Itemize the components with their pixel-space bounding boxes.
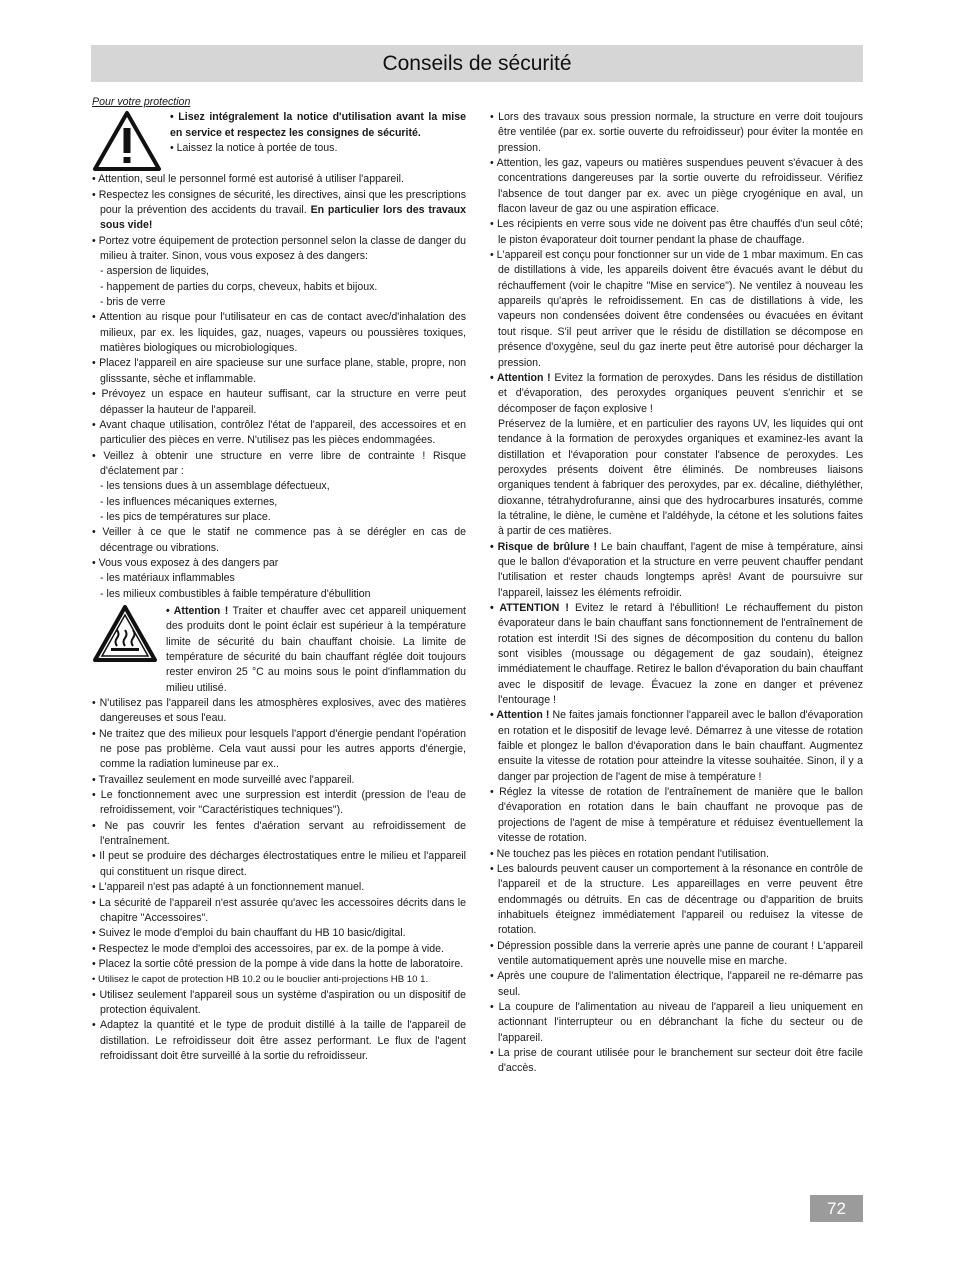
list-item: • Réglez la vitesse de rotation de l'entraînement de manière que le ballon d'évaporation en rotation dans le bain chauffant ne provoque pas de projections de l'agent de mise à température et réduisez éventuellement la vitesse de rotation.: [490, 786, 863, 845]
list-item: • Placez l'appareil en aire spacieuse sur une surface plane, stable, propre, non glisssante, sèche et inflammable.: [92, 357, 466, 385]
list-item: • Lors des travaux sous pression normale, la structure en verre doit toujours être ventilée (par ex. sortie ouverte du refroidisseur) pour éviter la montée en pression.: [490, 111, 863, 154]
lift-warning: • Attention ! Ne faites jamais fonctionner l'appareil avec le ballon d'évaporation en rotation et le dispositif de levage levé. Démarrez à une vitesse de rotation faible et plongez le ballon d'évaporation dans le bain chauffant. Augmentez ensuite la vitesse de rotation pour atteindre la vitesse souhaitée. Sinon, il y a danger par projection de l'agent de mise à température !: [490, 709, 864, 783]
hot-surface-block: [92, 604, 466, 696]
hot-surface-icon: [92, 604, 158, 664]
intro-heading: Pour votre protection: [92, 96, 191, 108]
list-item: • Attention, les gaz, vapeurs ou matières suspendues peuvent s'évacuer à des concentrations dangereuses par la sortie ouverte du refroidisseur. Vérifiez l'absence de tout danger par ex. avec un piège cryogénique en aval, un flacon laveur de gaz ou une aspiration efficace.: [490, 157, 863, 216]
page-number: 72: [810, 1195, 863, 1222]
list-item: • Utilisez seulement l'appareil sous un système d'aspiration ou un dispositif de protection équivalent.: [92, 988, 466, 1016]
list-item: • Il peut se produire des décharges électrostatiques entre le milieu et l'appareil qui constituent un risque direct.: [92, 850, 466, 878]
list-item: • Les récipients en verre sous vide ne doivent pas être chauffés d'un seul côté; le piston évaporateur doit tourner pendant la phase de chauffage.: [490, 218, 863, 246]
list-item: • Après une coupure de l'alimentation électrique, l'appareil ne re-démarre pas seul.: [490, 970, 863, 998]
list-item: • Respectez les consignes de sécurité, les directives, ainsi que les prescriptions pour la prévention des accidents du travail. En particulier lors des travaux sous vide!: [92, 188, 467, 232]
list-item: • Ne touchez pas les pièces en rotation pendant l'utilisation.: [490, 847, 769, 860]
list-item: • Avant chaque utilisation, contrôlez l'état de l'appareil, des accessoires et en particulier des pièces en verre. N'utilisez pas les pièces endommagées.: [92, 418, 466, 447]
list-item: • Veillez à obtenir une structure en verre libre de contrainte ! Risque d'éclatement par :: [92, 449, 466, 477]
sub-item: - les tensions dues à un assemblage défectueux,: [100, 480, 330, 493]
list-item: • N'utilisez pas l'appareil dans les atmosphères explosives, avec des matières dangereuses et sous l'eau.: [92, 697, 466, 725]
list-item: • La prise de courant utilisée pour le branchement sur secteur doit être facile d'accès.: [490, 1046, 863, 1075]
boiling-warning: • ATTENTION ! Evitez le retard à l'ébullition! Le réchauffement du piston évaporateur dans le bain chauffant sans fonctionnement de l'entraînement de rotation est interdit !Si des signes de décomposition du contenu du ballon sont visibles (moussage ou dégagement de gaz soudain), éteignez immédiatement le chauffage. Retirez le ballon d'évaporation du bain chauffant avec le dispositif de levage. Évacuez la zone en danger et prévenez l'entourage !: [490, 602, 863, 707]
list-item: • Travaillez seulement en mode surveillé avec l'appareil.: [92, 773, 355, 786]
sub-item: - happement de parties du corps, cheveux, habits et bijoux.: [100, 280, 378, 293]
list-item: • Adaptez la quantité et le type de produit distillé à la taille de l'appareil de distillation. Le refroidisseur doit être assez performant. Le flux de l'agent refroidissant doit être surveillé à la sortie du refroidisseur.: [92, 1019, 466, 1062]
list-item: • Prévoyez un espace en hauteur suffisant, car la structure en verre peut dépasser la hauteur de l'appareil.: [92, 388, 466, 416]
list-item: • Veiller à ce que le statif ne commence pas à se dérégler en cas de décentrage ou vibrations.: [92, 526, 466, 554]
list-item: • Vous vous exposez à des dangers par: [92, 556, 279, 569]
list-item: • Placez la sortie côté pression de la pompe à vide dans la hotte de laboratoire.: [92, 957, 464, 970]
sub-item: - bris de verre: [100, 296, 166, 309]
list-item: • L'appareil est conçu pour fonctionner sur un vide de 1 mbar maximum. En cas de distillations à vide, les appareils doivent être évacués avant le début du réchauffement (voir le chapitre "Mise en service"). Ne ventilez à nouveau les appareils qu'après le refroidissement. En cas de distillations à vide, les vapeurs non condensées doivent être condensées ou évacuées en évitant tout risque. S'il peut arriver que le résidu de distillation se décompose en présence d'oxygène, seul du gaz inerte peut être autorisé pour décharger la pression.: [490, 249, 863, 369]
list-item: • Utilisez le capot de protection HB 10.2 ou le bouclier anti-projections HB 10 1.: [92, 974, 429, 986]
heat-warning: • Attention ! Traiter et chauffer avec cet appareil uniquement des produits dont le point éclair est supérieur à la température limite de sécurité du bain chauffant choisie. La limite de température de sécurité du bain chauffant réglée doit toujours rester environ 25 °C au moins sous le point d'inflammation du milieu utilisé.: [166, 604, 466, 694]
list-item: • Respectez le mode d'emploi des accessoires, par ex. de la pompe à vide.: [92, 942, 444, 955]
sub-item: - les matériaux inflammables: [100, 572, 235, 585]
warn-keep: • Laissez la notice à portée de tous.: [170, 142, 338, 155]
list-item: • Attention au risque pour l'utilisateur en cas de contact avec/d'inhalation des milieux, par ex. les liquides, gaz, nuages, vapeurs ou poussières toxiques, matières biologiques ou microbiologiques.: [92, 311, 466, 355]
right-column: [490, 110, 863, 1077]
burn-warning: • Risque de brûlure ! Le bain chauffant, l'agent de mise à température, ainsi que le ballon d'évaporation et la structure en verre peuvent chauffer pendant l'utilisation et rester chauds longtemps après! Avant de poursuivre sur l'appareil, laissez les éléments refroidir.: [490, 540, 863, 599]
page-title: Conseils de sécurité: [382, 51, 572, 75]
warning-triangle-icon: [92, 110, 162, 172]
left-column: [92, 95, 466, 1064]
list-item: • Portez votre équipement de protection personnel selon la classe de danger du milieu à traiter. Sinon, vous vous exposez à des dangers:: [92, 234, 466, 263]
list-item: • La coupure de l'alimentation au niveau de l'appareil a lieu uniquement en actionnant l'interrupteur ou en débranchant la fiche du secteur ou de l'appareil.: [490, 1000, 863, 1044]
list-item: • Les balourds peuvent causer un comportement à la résonance en contrôle de l'appareil et de la structure. Les appareillages en verre peuvent être endommagés ou détruits. En cas de décentrage ou d'apparition de bruits inhabituels éteignez immédiatement l'appareil ou reduisez la vitesse de rotation.: [490, 862, 863, 937]
list-item: • La sécurité de l'appareil n'est assurée qu'avec les accessoires décrits dans le chapitre "Accessoires".: [92, 896, 466, 924]
sub-item: - les pics de températures sur place.: [100, 510, 271, 523]
list-item: • Ne pas couvrir les fentes d'aération servant au refroidissement de l'entraînement.: [92, 819, 466, 848]
page-header: [91, 45, 863, 82]
list-item: • Ne traitez que des milieux pour lesquels l'apport d'énergie pendant l'opération ne pose pas problème. Cela vaut aussi pour les autres apports d'énergie, comme la radiation lumineuse par ex..: [92, 727, 466, 771]
sub-item: - aspersion de liquides,: [100, 265, 209, 278]
peroxide-detail: Préservez de la lumière, et en particulier des rayons UV, les liquides qui ont tendance à la formation de peroxydes organiques et examinez-les avant la distillation et l'évaporation pour constater l'absence de peroxydes. Les peroxydes présents doivent être éliminés. De nombreuses liaisons organiques tendent à fabriquer des peroxydes, par ex. décaline, diéthyléther, dioxanne, tétrahydrofuranne, ainsi que des hydrocarbures insaturés, comme la tétraline, le diène, le cumène et l'aldéhyde, la cétone et les solutions faites à partir de ces matières.: [498, 417, 863, 538]
list-item: • Suivez le mode d'emploi du bain chauffant du HB 10 basic/digital.: [92, 927, 406, 940]
warning-block: [92, 110, 466, 172]
list-item: • L'appareil n'est pas adapté à un fonctionnement manuel.: [92, 881, 365, 894]
list-item: • Attention, seul le personnel formé est autorisé à utiliser l'appareil.: [92, 173, 404, 186]
sub-item: - les influences mécaniques externes,: [100, 495, 278, 508]
sub-item: - les milieux combustibles à faible température d'ébullition: [100, 587, 371, 600]
peroxide-warning: • Attention ! Evitez la formation de peroxydes. Dans les résidus de distillation et d'évaporation, des peroxydes organiques peuvent s'enrichir et se décomposer de façon explosive !: [490, 371, 864, 415]
list-item: • Dépression possible dans la verrerie après une panne de courant ! L'appareil ventile automatiquement après une nouvelle mise en marche.: [490, 939, 863, 967]
list-item: • Le fonctionnement avec une surpression est interdit (pression de l'eau de refroidissement, voir "Caractéristiques techniques").: [92, 789, 466, 817]
warn-lead: • Lisez intégralement la notice d'utilisation avant la mise en service et respectez les consignes de sécurité.: [170, 111, 466, 139]
